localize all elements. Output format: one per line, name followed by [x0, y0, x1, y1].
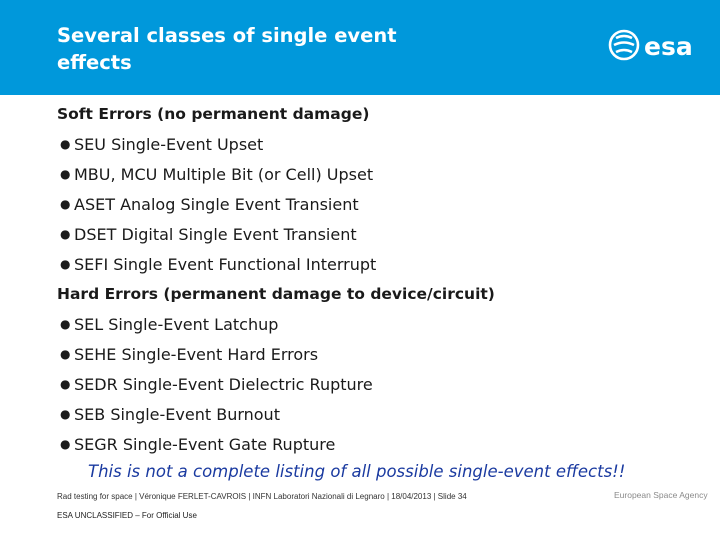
soft-errors-heading: Soft Errors (no permanent damage)	[57, 105, 370, 123]
bullet-icon: ●	[60, 437, 71, 451]
bullet-icon: ●	[60, 227, 71, 241]
footer-agency: European Space Agency	[614, 490, 708, 500]
header-bar	[0, 0, 720, 95]
list-item: ● MBU, MCU Multiple Bit (or Cell) Upset	[60, 165, 374, 184]
hard-errors-heading: Hard Errors (permanent damage to device/circuit)	[57, 285, 495, 303]
bullet-icon: ●	[60, 197, 71, 211]
bullet-icon: ●	[60, 377, 71, 391]
list-item: ● SEL Single-Event Latchup	[60, 315, 279, 334]
bullet-icon: ●	[60, 257, 71, 271]
bullet-icon: ●	[60, 137, 71, 151]
bullet-icon: ●	[60, 407, 71, 421]
classification-label: ESA UNCLASSIFIED – For Official Use	[57, 511, 197, 520]
footer-text: Rad testing for space | Véronique FERLET-CAVROIS | INFN Laboratori Nazionali di Legnaro | 18/04/2013 | Slide 34	[57, 492, 467, 501]
bullet-icon: ●	[60, 347, 71, 361]
list-item: ● SEGR Single-Event Gate Rupture	[60, 435, 336, 454]
bullet-icon: ●	[60, 167, 71, 181]
esa-emblem-icon	[610, 31, 638, 59]
list-item: ● SEU Single-Event Upset	[60, 135, 264, 154]
list-item: ● SEDR Single-Event Dielectric Rupture	[60, 375, 373, 394]
esa-logo	[606, 28, 706, 68]
disclaimer-note: This is not a complete listing of all possible single-event effects!!	[88, 462, 626, 481]
slide-title: Several classes of single event effects	[57, 24, 397, 74]
list-item: ● ASET Analog Single Event Transient	[60, 195, 359, 214]
list-item: ● DSET Digital Single Event Transient	[60, 225, 357, 244]
list-item: ● SEB Single-Event Burnout	[60, 405, 280, 424]
list-item: ● SEFI Single Event Functional Interrupt	[60, 255, 377, 274]
esa-logo-text: esa	[644, 32, 693, 61]
bullet-icon: ●	[60, 317, 71, 331]
list-item: ● SEHE Single-Event Hard Errors	[60, 345, 319, 364]
